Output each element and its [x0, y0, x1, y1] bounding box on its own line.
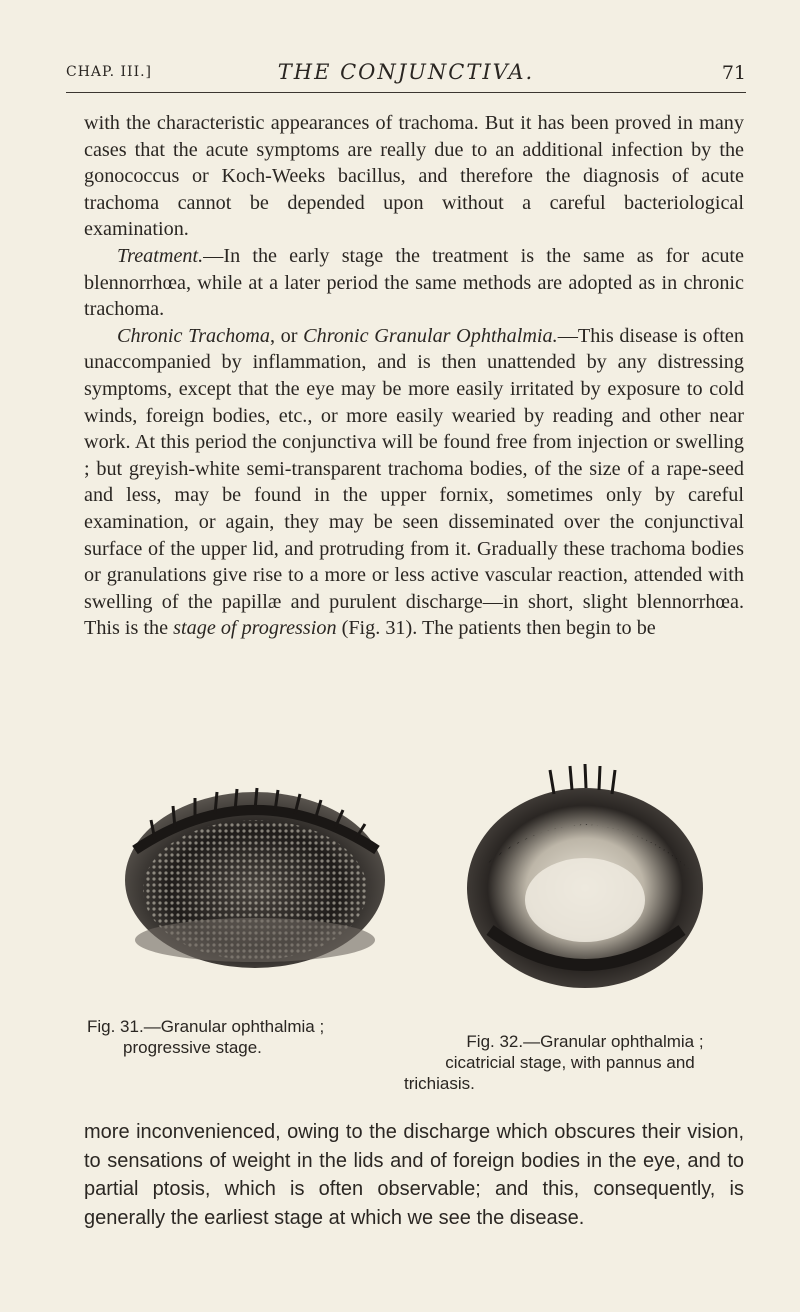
stage-of-progression-emphasis: stage of progression	[173, 617, 337, 640]
main-text	[84, 110, 744, 642]
figure-31-caption-line-2: progressive stage.	[123, 1038, 262, 1057]
treatment-text: —In the early stage the treatment is the same as for acute blennorrhœa, while at a later period the same methods are adopted as in chronic trachoma.	[84, 244, 744, 321]
figure-32-caption-line-3: trichiasis.	[404, 1074, 475, 1093]
paragraph-acute-trachoma: with the characteristic appearances of trachoma. But it has been proved in many cases that the acute symptoms are really due to an additional infection by the gonococcus or Koch-Weeks bacillus, and therefore the diagnosis of acute trachoma cannot be depended upon without a careful bacteriological examination.	[84, 112, 744, 241]
chronic-text-1: —This disease is often unaccompanied by inflammation, and is then unattended by any distressing symptoms, except that the eye may be more easily irritated by exposure to cold winds, foreign bodies, etc., or more easily wearied by reading and other near work. At this period the conjunctiva will be found free from injection or swelling ; but greyish-white semi-transparent trachoma bodies, of the size of a rape-seed and less, may be found in the upper fornix, sometimes only by careful examination, or again, they may be seen disseminated over the conjunctival surface of the upper lid, and protruding from it. Gradually these trachoma bodies or granulations give rise to a more or less active vascular reaction, attended with swelling of the papillæ and purulent discharge—in short, slight blennorrhœa. This is the	[84, 324, 744, 640]
continuation-paragraph: more inconvenienced, owing to the discharge which obscures their vision, to sensations of weight in the lids and of foreign bodies in the eye, and to partial ptosis, which is often observable; and this, consequently, is generally the earliest stage at which we see the disease.	[84, 1121, 744, 1229]
chronic-granular-heading: Chronic Granular Ophthalmia.	[303, 324, 558, 347]
figure-31-caption	[87, 1016, 387, 1058]
paragraph-treatment	[84, 243, 744, 323]
treatment-heading: Treatment.	[117, 244, 204, 267]
page-number: 71	[721, 62, 746, 84]
figure-31-caption-line-1: Fig. 31.—Granular ophthalmia ;	[87, 1017, 325, 1036]
chronic-trachoma-heading: Chronic Trachoma	[117, 324, 270, 347]
heading-connector: , or	[269, 324, 304, 347]
figure-32-caption-line-2: cicatricial stage, with pannus and	[445, 1053, 695, 1072]
chronic-text-2: (Fig. 31). The patients then begin to be	[336, 617, 656, 640]
running-header	[66, 60, 746, 93]
figure-32-caption	[400, 1031, 740, 1094]
paragraph-chronic-trachoma	[84, 323, 744, 642]
figure-32-caption-line-1: Fig. 32.—Granular ophthalmia ;	[466, 1032, 704, 1051]
chapter-label: CHAP. III.]	[66, 64, 153, 80]
figure-32-eye-illustration	[450, 760, 720, 1005]
running-title: THE CONJUNCTIVA.	[277, 60, 535, 84]
figure-31-eye-illustration	[115, 780, 390, 975]
